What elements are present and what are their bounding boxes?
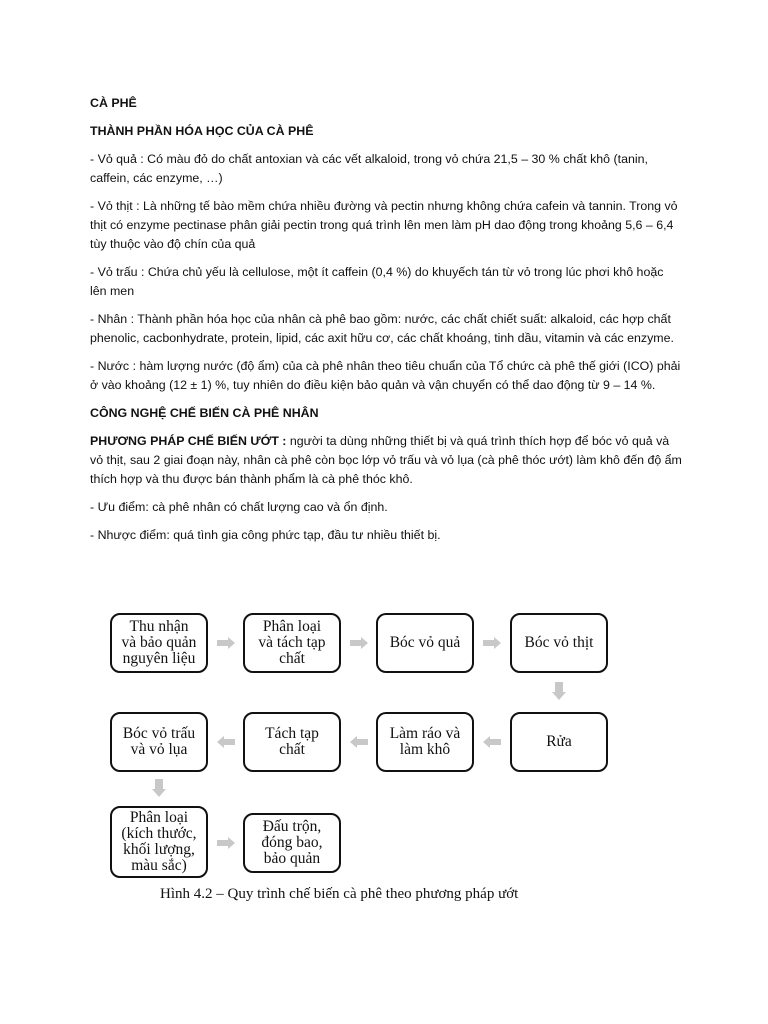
flow-arrow-4-5: [552, 682, 566, 700]
paragraph-nhan: - Nhân : Thành phần hóa học của nhân cà phê bao gồm: nước, các chất chiết suất: alkaloid, các hợp chất phenolic, cacbonhydrate, protein, lipid, các axit hữu cơ, các chất khoáng, tinh dầu, vitamin và các enzyme.: [90, 312, 674, 345]
flow-step-7: Tách tạp chất: [243, 712, 341, 772]
flow-arrow-7-8: [217, 736, 235, 748]
paragraph-disadvantage: - Nhược điểm: quá tình gia công phức tạp, đầu tư nhiều thiết bị.: [90, 528, 441, 542]
flow-step-9: Phân loại (kích thước, khối lượng, màu sắc): [110, 806, 208, 878]
flow-step-10: Đấu trộn, đóng bao, bảo quản: [243, 813, 341, 873]
flow-step-8: Bóc vỏ trấu và vỏ lụa: [110, 712, 208, 772]
flow-step-1: Thu nhận và bảo quản nguyên liệu: [110, 613, 208, 673]
doc-title: CÀ PHÊ: [90, 96, 137, 110]
paragraph-wet-method: [90, 432, 682, 489]
section-heading-processing: CÔNG NGHỆ CHẾ BIẾN CÀ PHÊ NHÂN: [90, 406, 319, 420]
flow-arrow-2-3: [350, 637, 368, 649]
flow-arrow-1-2: [217, 637, 235, 649]
paragraph-vo-thit: - Vỏ thịt : Là những tế bào mềm chứa nhiều đường và pectin nhưng không chứa cafein và tannin. Trong vỏ thịt có enzyme pectinase phân giải pectin trong quá trình lên men làm pH dao động trong khoảng 5,6 – 6,4 tùy thuộc vào độ chín của quả: [90, 199, 678, 251]
flow-step-3: Bóc vỏ quả: [376, 613, 474, 673]
flow-step-6: Làm ráo và làm khô: [376, 712, 474, 772]
flow-arrow-6-7: [350, 736, 368, 748]
paragraph-advantage: - Ưu điểm: cà phê nhân có chất lượng cao và ổn định.: [90, 500, 388, 514]
paragraph-vo-trau: - Vỏ trấu : Chứa chủ yếu là cellulose, một ít caffein (0,4 %) do khuyếch tán từ vỏ trong lúc phơi khô hoặc lên men: [90, 265, 664, 298]
flow-arrow-9-10: [217, 837, 235, 849]
paragraph-nuoc: - Nước : hàm lượng nước (độ ẩm) của cà phê nhân theo tiêu chuẩn của Tổ chức cà phê thế giới (ICO) phải ở vào khoảng (12 ± 1) %, tuy nhiên do điều kiện bảo quản và vận chuyển có thể dao động từ 9 – 14 %.: [90, 359, 681, 392]
wet-method-text: người ta dùng những thiết bị và quá trình thích hợp để bóc vỏ quả và vỏ thịt, sau 2 giai đoạn này, nhân cà phê còn bọc lớp vỏ trấu và vỏ lụa (cà phê thóc ướt) làm khô đến độ ẩm thích hợp và thu được bán thành phẩm là cà phê thóc khô.: [90, 434, 682, 486]
flow-step-5: Rửa: [510, 712, 608, 772]
flow-step-2: Phân loại và tách tạp chất: [243, 613, 341, 673]
flow-arrow-3-4: [483, 637, 501, 649]
flow-arrow-5-6: [483, 736, 501, 748]
paragraph-vo-qua: - Vỏ quả : Có màu đỏ do chất antoxian và các vết alkaloid, trong vỏ chứa 21,5 – 30 % chất khô (tanin, caffein, các enzyme, …): [90, 152, 648, 185]
flow-step-4: Bóc vỏ thịt: [510, 613, 608, 673]
section-heading-chemistry: THÀNH PHẦN HÓA HỌC CỦA CÀ PHÊ: [90, 124, 314, 138]
figure-caption: Hình 4.2 – Quy trình chế biến cà phê theo phương pháp ướt: [160, 886, 519, 902]
document-body: [90, 94, 682, 554]
flow-arrow-8-9: [152, 779, 166, 797]
wet-method-label: PHƯƠNG PHÁP CHẾ BIẾN ƯỚT :: [90, 434, 287, 448]
